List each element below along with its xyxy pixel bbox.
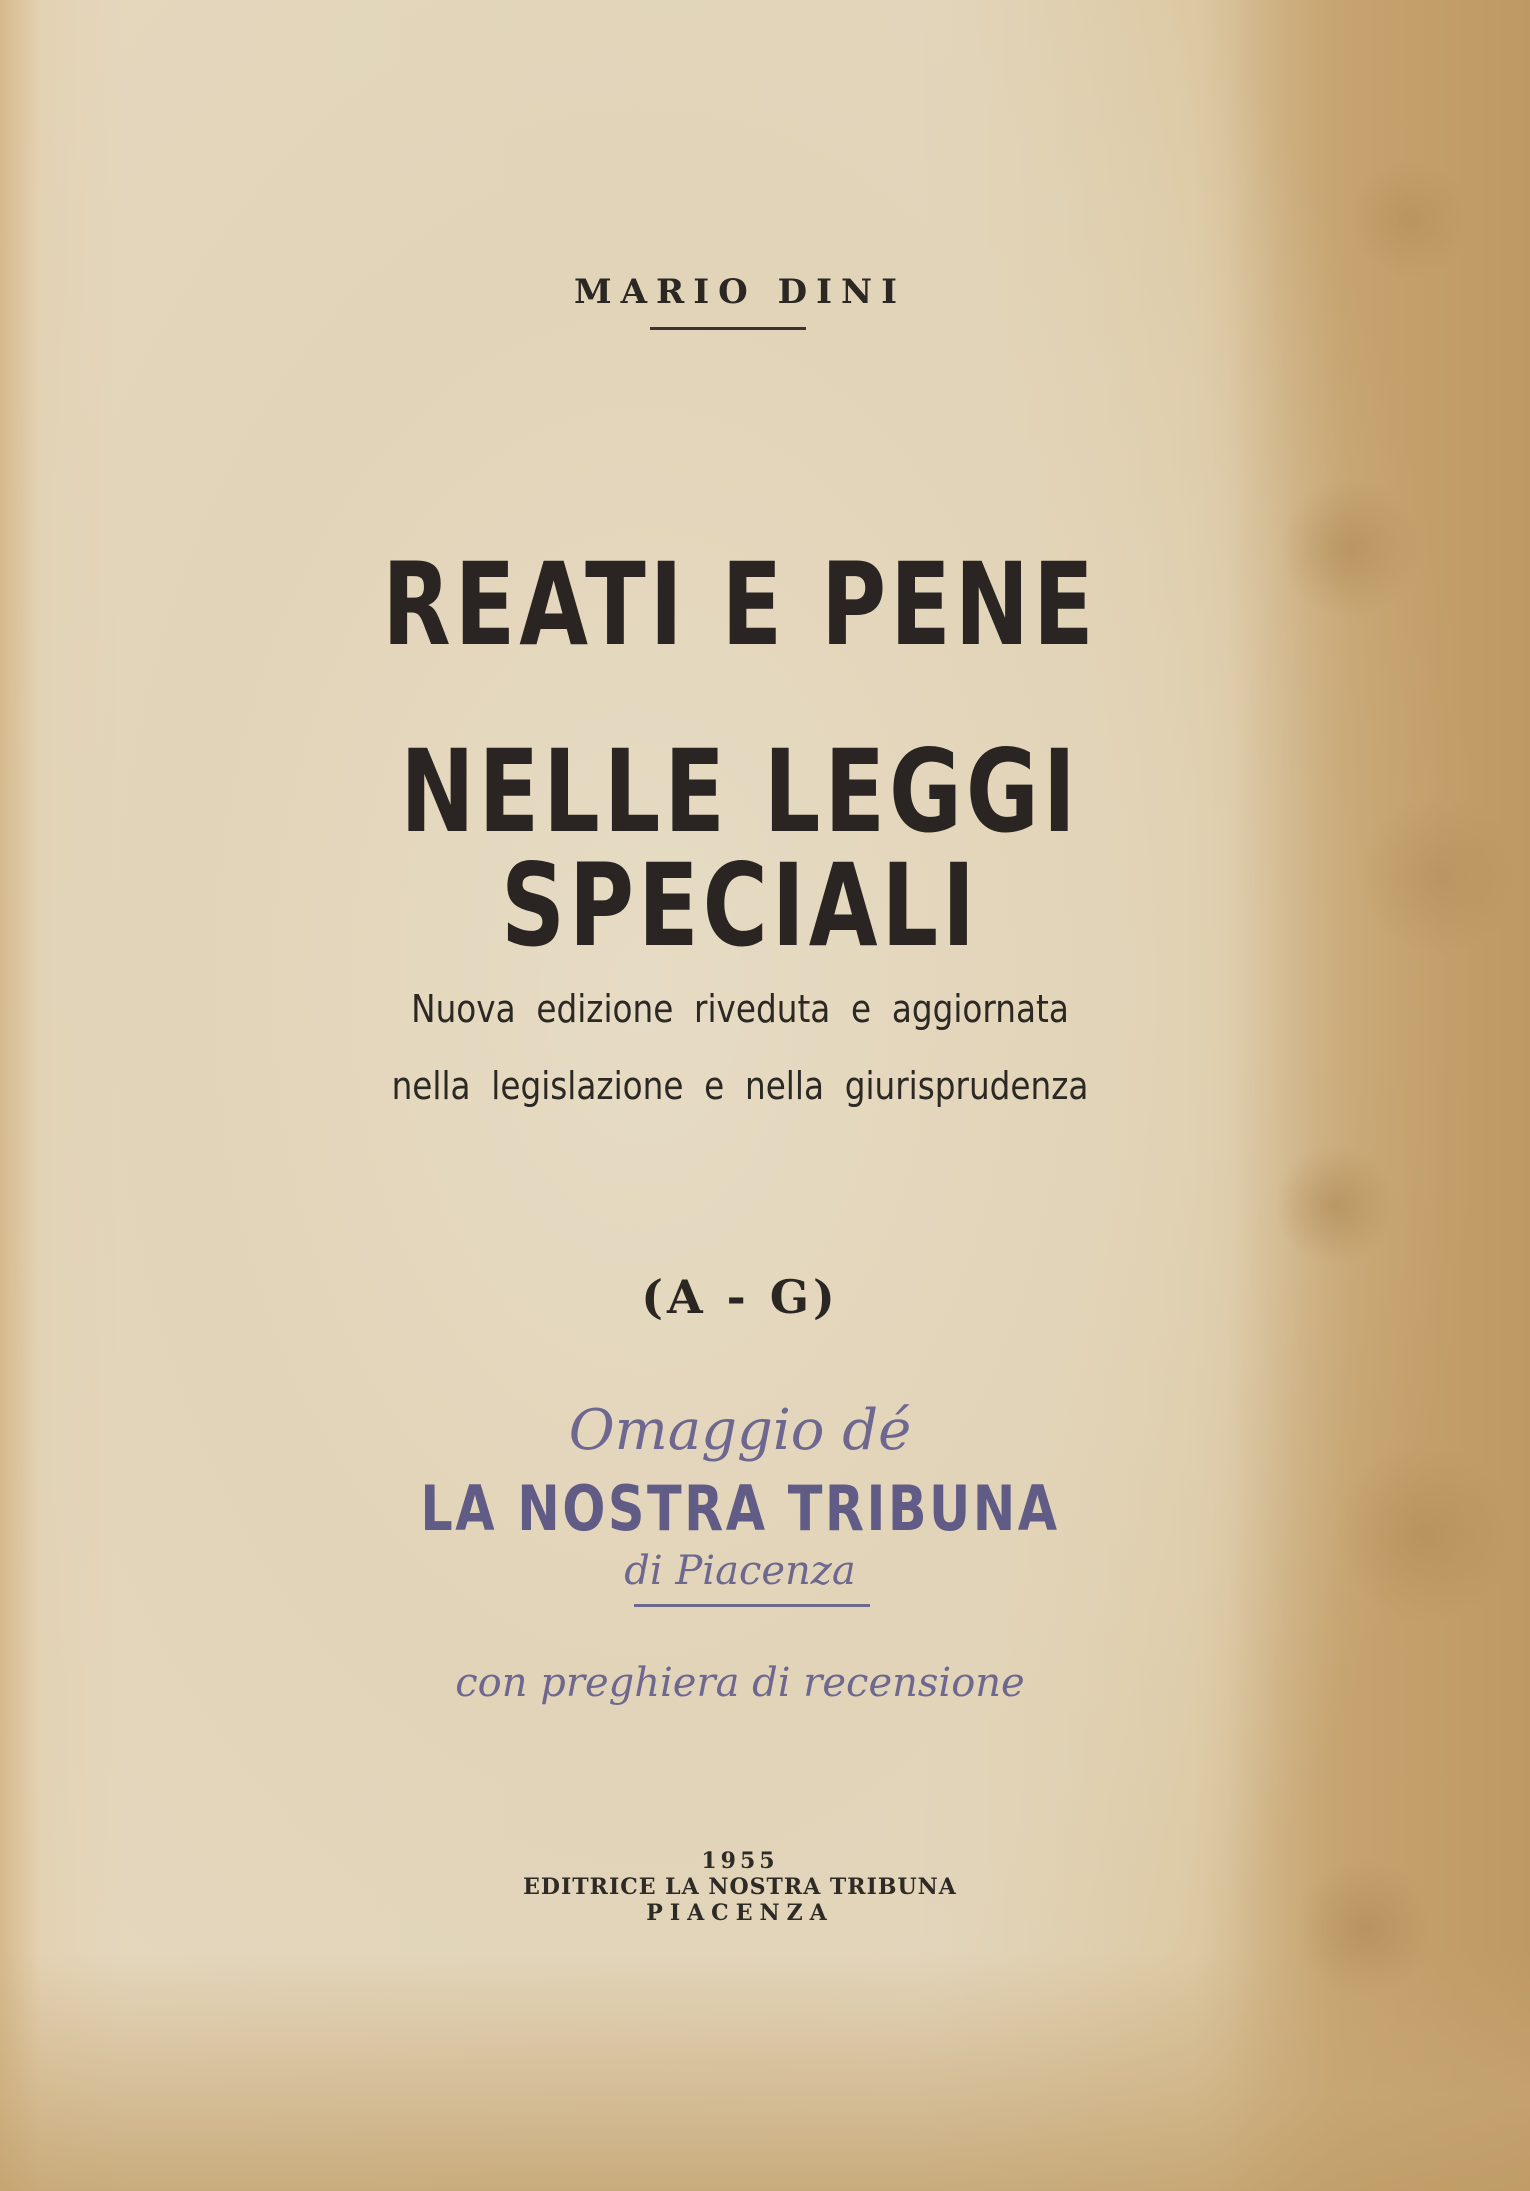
- author-name: MARIO DINI: [573, 272, 906, 312]
- imprint-year: 1955: [701, 1848, 779, 1874]
- volume-range: (A - G): [641, 1270, 839, 1324]
- stamp-line-2: LA NOSTRA TRIBUNA: [420, 1472, 1060, 1545]
- stamp-line-1: Omaggio dé: [568, 1398, 912, 1463]
- title-line-1: REATI E PENE: [382, 538, 1098, 671]
- subtitle-line-1: Nuova edizione riveduta e aggiornata: [411, 987, 1069, 1031]
- author-underline: [650, 327, 806, 330]
- title-line-2: NELLE LEGGI SPECIALI: [400, 725, 1080, 972]
- imprint-city: PIACENZA: [646, 1900, 834, 1926]
- stamp-underline: [634, 1604, 870, 1607]
- stamp-line-4: con preghiera di recensione: [455, 1660, 1025, 1706]
- imprint-publisher: EDITRICE LA NOSTRA TRIBUNA: [523, 1874, 957, 1900]
- paper-stain-bottom: [0, 1951, 1530, 2191]
- stamp-line-3: di Piacenza: [624, 1548, 856, 1594]
- subtitle-line-2: nella legislazione e nella giurisprudenza: [391, 1064, 1089, 1108]
